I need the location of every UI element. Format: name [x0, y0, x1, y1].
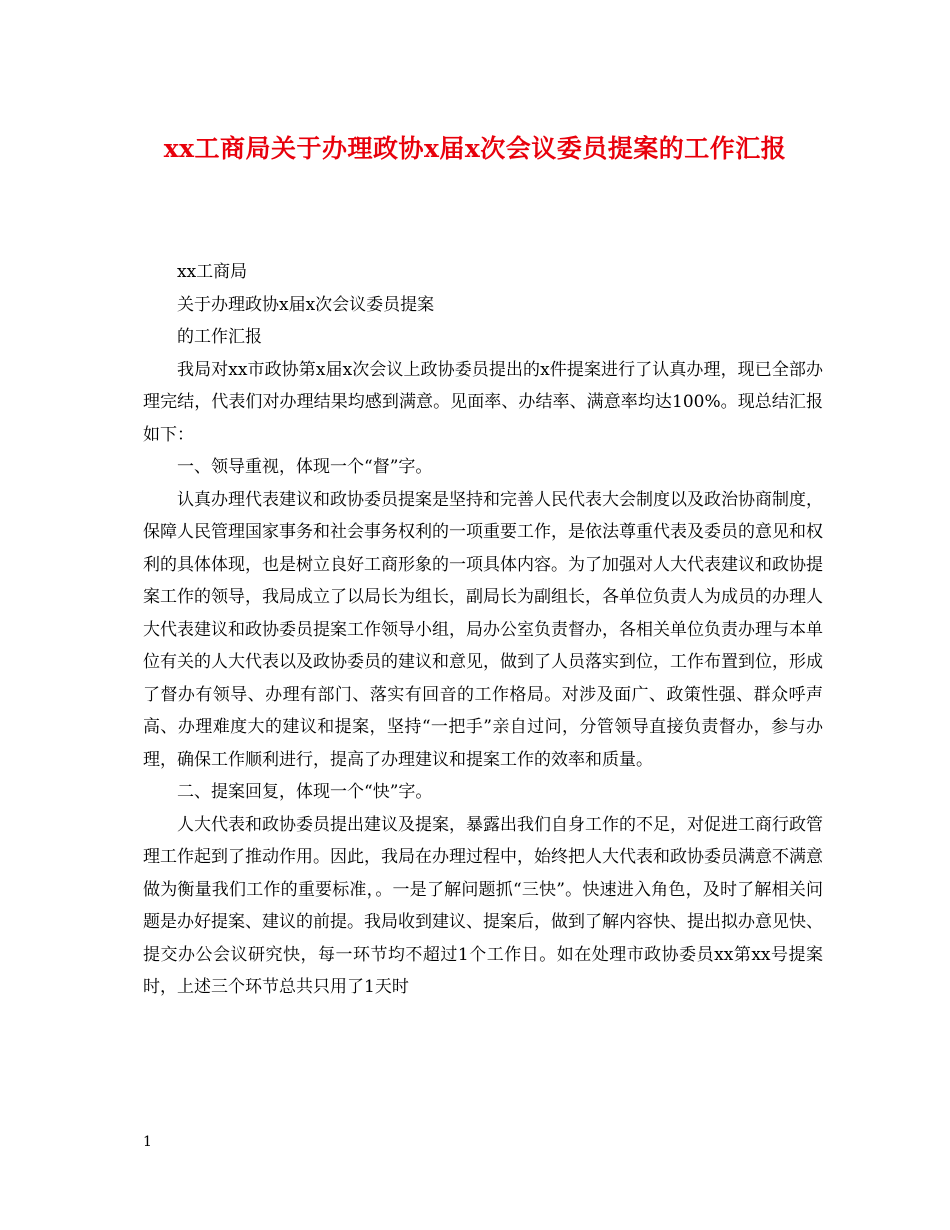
paragraph-report-type: 的工作汇报 — [177, 327, 262, 347]
paragraph-intro: 我局对xx市政协第x届x次会议上政协委员提出的x件提案进行了认真办理，现已全部办理完结，代表们对办理结果均感到满意。见面率、办结率、满意率均达100%。现总结汇报如下： — [143, 359, 823, 445]
paragraph-section-1: 认真办理代表建议和政协委员提案是坚持和完善人民代表大会制度以及政治协商制度，保障人民管理国家事务和社会事务权利的一项重要工作，是依法尊重代表及委员的意见和权利的具体体现，也是树立良好工商形象的一项具体内容。为了加强对人大代表建议和政协提案工作的领导，我局成立了以局长为组长，副局长为副组长，各单位负责人为成员的办理人大代表建议和政协委员提案工作领导小组，局办公室负责督办，各相关单位负责办理与本单位有关的人大代表以及政协委员的建议和意见，做到了人员落实到位，工作布置到位，形成了督办有领导、办理有部门、落实有回音的工作格局。对涉及面广、政策性强、群众呼声高、办理难度大的建议和提案，坚持“一把手”亲自过问，分管领导直接负责督办，参与办理，确保工作顺利进行，提高了办理建议和提案工作的效率和质量。 — [143, 489, 823, 770]
section-heading-2: 二、提案回复，体现一个“快”字。 — [177, 782, 433, 802]
document-body — [143, 256, 823, 1004]
paragraph-org-name: xx工商局 — [177, 262, 248, 282]
paragraph-report-subject: 关于办理政协x届x次会议委员提案 — [177, 294, 435, 315]
section-heading-1: 一、领导重视，体现一个“督”字。 — [177, 457, 433, 477]
page-number: 1 — [143, 1134, 152, 1150]
document-title: xx工商局关于办理政协x届x次会议委员提案的工作汇报 — [163, 134, 787, 163]
paragraph-section-2: 人大代表和政协委员提出建议及提案，暴露出我们自身工作的不足，对促进工商行政管理工作起到了推动作用。因此，我局在办理过程中，始终把人大代表和政协委员满意不满意做为衡量我们工作的重要标准，。一是了解问题抓“三快”。快速进入角色，及时了解相关问题是办好提案、建议的前提。我局收到建议、提案后，做到了解内容快、提出拟办意见快、提交办公会议研究快，每一环节均不超过1个工作日。如在处理市政协委员xx第xx号提案时，上述三个环节总共只用了1天时 — [143, 814, 823, 997]
